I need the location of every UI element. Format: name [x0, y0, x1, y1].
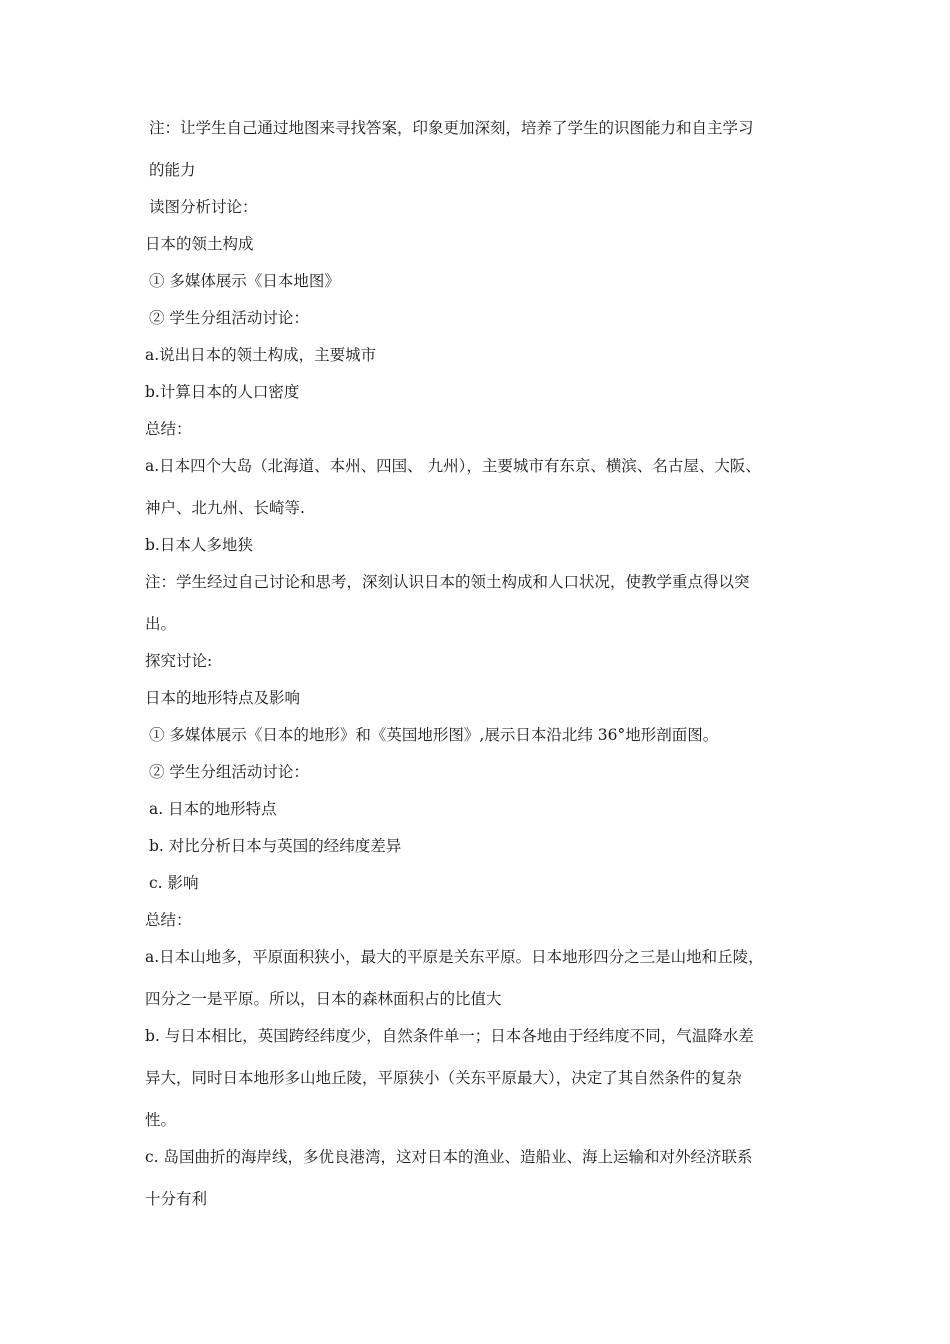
text-line: a.日本四个大岛（北海道、本州、四国、 九州），主要城市有东京、横滨、名古屋、大阪、 [145, 457, 761, 475]
paragraph [145, 910, 825, 930]
paragraph [145, 271, 825, 291]
paragraph [145, 308, 825, 328]
text-line: a.日本山地多，平原面积狭小，最大的平原是关东平原。日本地形四分之三是山地和丘陵， [145, 948, 764, 966]
text-line: b.计算日本的人口密度 [145, 383, 300, 401]
text-line: c. 岛国曲折的海岸线，多优良港湾，这对日本的渔业、造船业、海上运输和对外经济联系 [145, 1148, 753, 1166]
text-line: b. 与日本相比，英国跨经纬度少，自然条件单一；日本各地由于经纬度不同，气温降水差 [145, 1027, 754, 1045]
paragraph [145, 382, 825, 402]
paragraph [145, 419, 825, 439]
text-line: 日本的领土构成 [145, 235, 254, 253]
text-line: ① 多媒体展示《日本的地形》和《英国地形图》,展示日本沿北纬 36°地形剖面图。 [149, 726, 719, 744]
text-line: b. 对比分析日本与英国的经纬度差异 [149, 837, 402, 855]
text-line: c. 影响 [149, 874, 199, 892]
text-line: 日本的地形特点及影响 [145, 689, 301, 707]
paragraph [145, 345, 825, 365]
text-line: 注：让学生自己通过地图来寻找答案，印象更加深刻，培养了学生的识图能力和自主学习 [149, 119, 754, 137]
text-line: 注：学生经过自己讨论和思考，深刻认识日本的领土构成和人口状况，使教学重点得以突 [145, 573, 750, 591]
text-line: 的能力 [149, 161, 196, 179]
paragraph [145, 572, 825, 634]
text-line: 四分之一是平原。所以，日本的森林面积占的比值大 [145, 990, 502, 1008]
text-line: b.日本人多地狭 [145, 536, 253, 554]
paragraph [145, 1026, 825, 1130]
paragraph [145, 799, 825, 819]
paragraph [145, 947, 825, 1009]
paragraph [145, 197, 825, 217]
text-line: 总结： [145, 911, 192, 929]
text-line: a.说出日本的领土构成，主要城市 [145, 346, 377, 364]
paragraph [145, 234, 825, 254]
paragraph [145, 725, 825, 745]
text-line: 十分有利 [145, 1190, 208, 1208]
text-line: ② 学生分组活动讨论： [149, 763, 309, 781]
text-line: 神户、北九州、长崎等. [145, 499, 305, 517]
paragraph [145, 762, 825, 782]
text-line: 异大，同时日本地形多山地丘陵，平原狭小（关东平原最大），决定了其自然条件的复杂 [145, 1069, 742, 1087]
text-line: a. 日本的地形特点 [149, 800, 277, 818]
paragraph [145, 688, 825, 708]
text-line: ① 多媒体展示《日本地图》 [149, 272, 340, 290]
paragraph [145, 651, 825, 671]
text-line: 读图分析讨论： [149, 198, 258, 216]
text-line: 出。 [145, 615, 177, 633]
text-line: 性。 [145, 1111, 177, 1129]
paragraph [145, 535, 825, 555]
text-line: ② 学生分组活动讨论： [149, 309, 309, 327]
paragraph [145, 1147, 825, 1209]
paragraph [145, 456, 825, 518]
paragraph [145, 118, 825, 180]
text-line: 探究讨论: [145, 652, 213, 670]
paragraph [145, 836, 825, 856]
text-line: 总结： [145, 420, 192, 438]
paragraph [145, 873, 825, 893]
document-body [145, 118, 825, 1226]
